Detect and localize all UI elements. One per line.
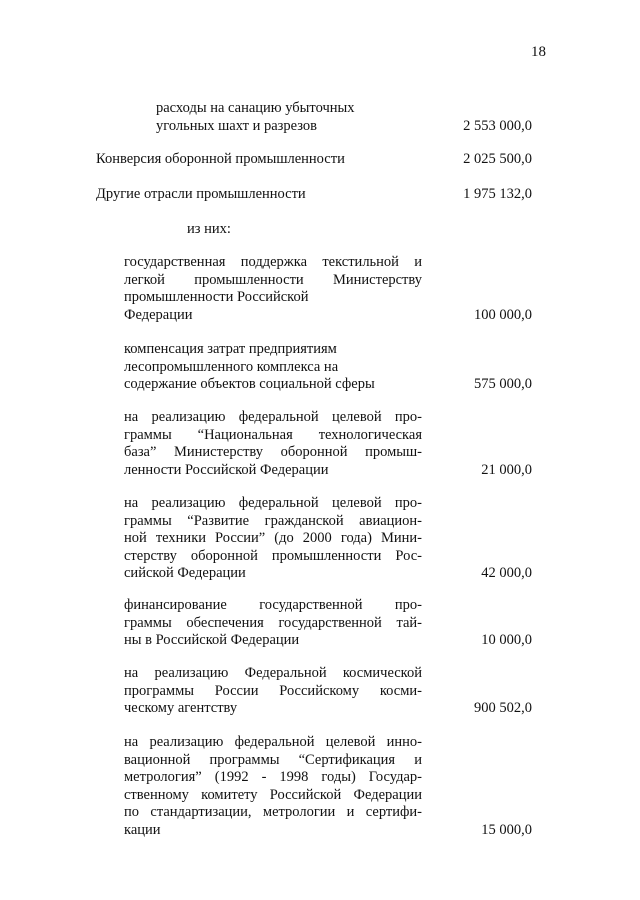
label-line: ческому агентству <box>124 700 238 716</box>
line-item-label <box>124 597 422 650</box>
label-line: стерству оборонной промышленности Рос- <box>124 547 422 564</box>
label-line: угольных шахт и разрезов <box>156 117 317 134</box>
label-line: на реализацию федеральной целевой инно- <box>124 734 422 750</box>
line-item-label <box>96 186 306 204</box>
label-line: расходы на санацию убыточных <box>156 100 355 116</box>
line-item-label <box>124 495 422 583</box>
label-line: кации <box>124 821 161 838</box>
label-line: граммы “Национальная технологическая <box>124 426 422 443</box>
label-line: ной техники России” (до 2000 года) Мини- <box>124 530 422 546</box>
line-item-amount: 15 000,0 <box>481 821 532 838</box>
line-item-amount: 900 502,0 <box>474 700 532 716</box>
line-item-label <box>124 665 422 718</box>
label-line: на реализацию федеральной целевой про- <box>124 495 422 511</box>
label-line: содержание объектов социальной сферы <box>124 376 375 392</box>
label-line: на реализацию Федеральной космической <box>124 665 422 681</box>
label-line: сийской Федерации <box>124 565 246 581</box>
line-item-amount: 575 000,0 <box>474 376 532 392</box>
line-item-label <box>124 409 422 479</box>
line-item-label <box>156 100 355 135</box>
line-item-amount: 10 000,0 <box>481 632 532 648</box>
label-line: финансирование государственной про- <box>124 597 422 613</box>
line-item-amount: 2 553 000,0 <box>463 117 532 134</box>
line-item-label <box>124 341 375 394</box>
line-item-amount: 21 000,0 <box>481 461 532 478</box>
label-line: Конверсия оборонной промышленности <box>96 151 345 167</box>
label-line: лесопромышленного комплекса на <box>124 358 339 375</box>
line-item-label <box>124 254 422 324</box>
line-item-label <box>96 151 345 169</box>
label-line: государственная поддержка текстильной и <box>124 254 422 270</box>
label-line: база” Министерству оборонной промыш- <box>124 444 422 460</box>
label-line: ленности Российской Федерации <box>124 461 329 478</box>
line-item-amount: 2 025 500,0 <box>463 151 532 167</box>
label-line: вационной программы “Сертификация и <box>124 751 422 768</box>
label-line: по стандартизации, метрологии и сертифи- <box>124 804 422 820</box>
label-line: ны в Российской Федерации <box>124 632 300 648</box>
label-line: программы России Российскому косми- <box>124 682 422 699</box>
label-line: метрология” (1992 - 1998 годы) Государ- <box>124 769 422 785</box>
line-item-label <box>187 221 231 239</box>
label-line: на реализацию федеральной целевой про- <box>124 409 422 425</box>
line-item-amount: 1 975 132,0 <box>463 186 532 202</box>
line-item-label <box>124 734 422 839</box>
label-line: граммы обеспечения государственной тай- <box>124 614 422 631</box>
label-line: ственному комитету Российской Федерации <box>124 786 422 803</box>
line-item-amount: 100 000,0 <box>474 306 532 323</box>
label-line: Федерации <box>124 306 193 323</box>
page-number: 18 <box>531 44 546 60</box>
label-line: компенсация затрат предприятиям <box>124 341 337 357</box>
label-line: промышленности Российской <box>124 289 309 305</box>
line-item-amount: 42 000,0 <box>481 565 532 581</box>
label-line: из них: <box>187 221 231 237</box>
label-line: граммы “Развитие гражданской авиацион- <box>124 512 422 529</box>
label-line: легкой промышленности Министерству <box>124 271 422 288</box>
label-line: Другие отрасли промышленности <box>96 186 306 202</box>
